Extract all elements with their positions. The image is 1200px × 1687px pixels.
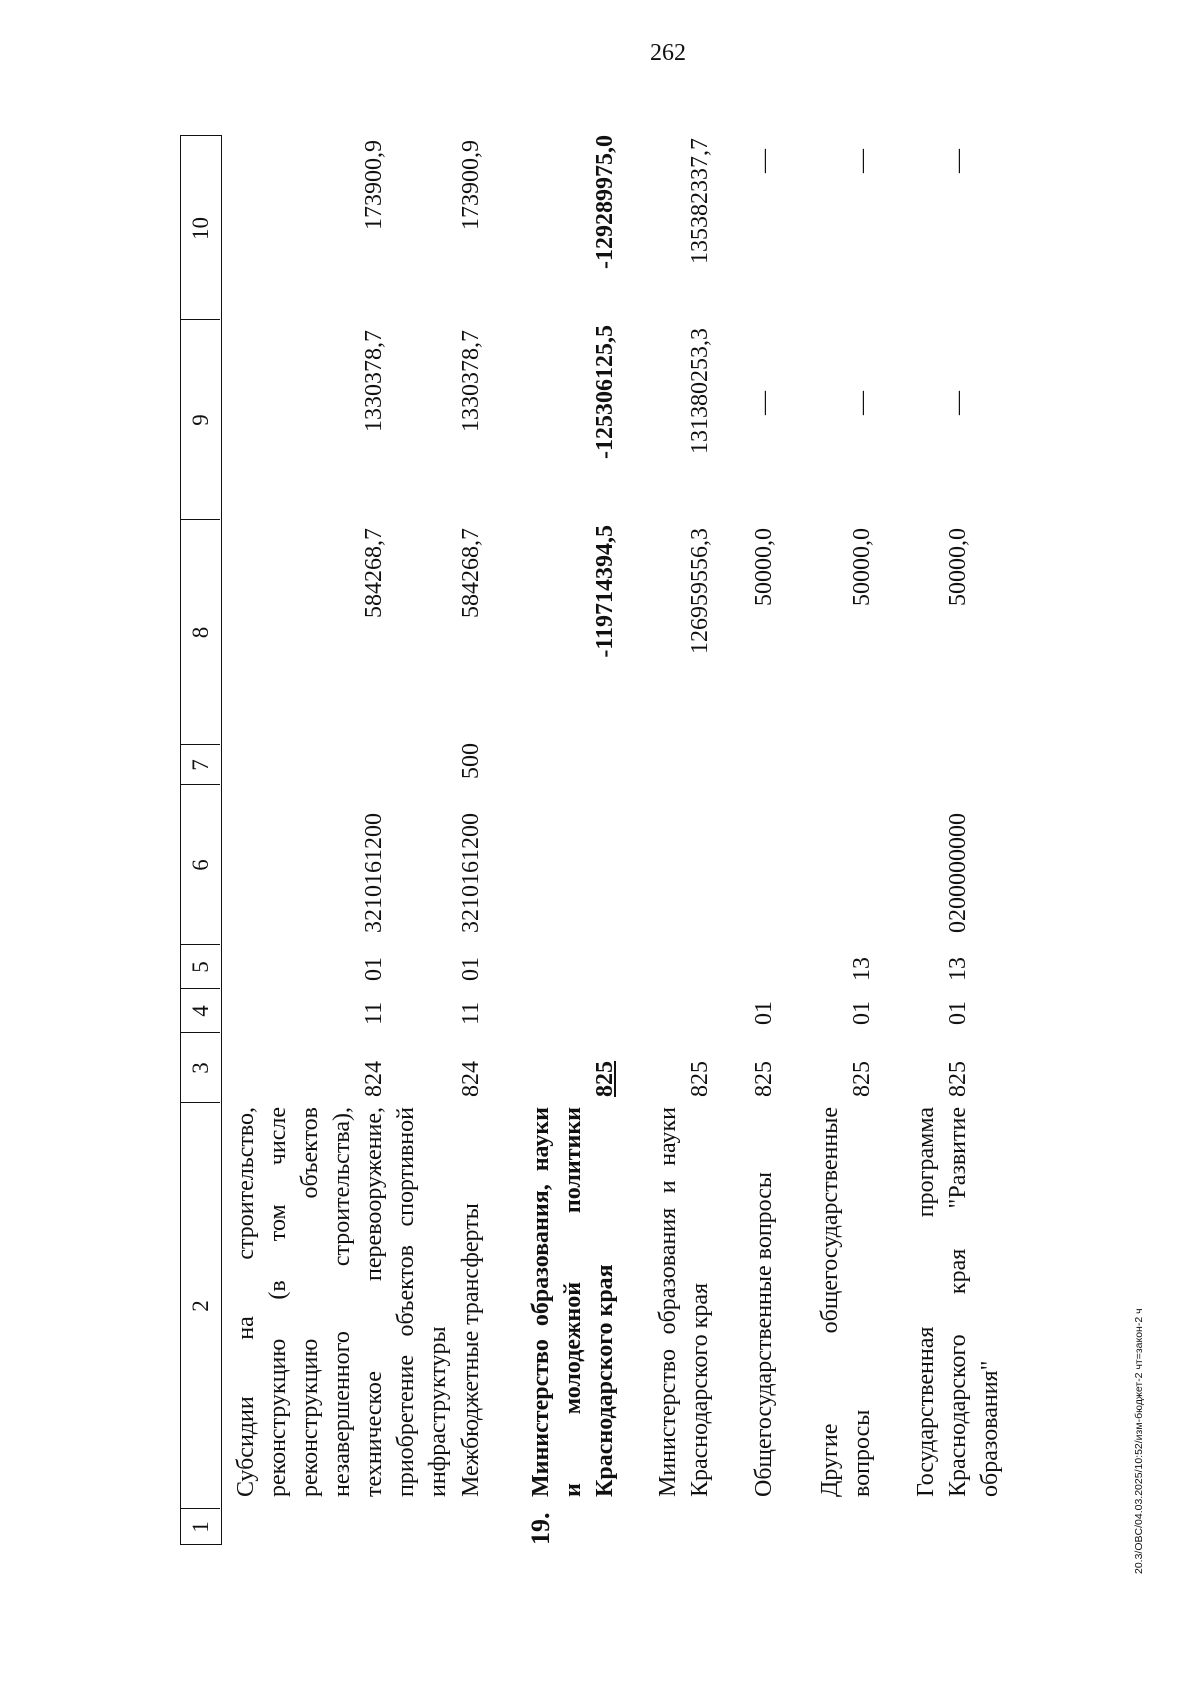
row-name: Государственная программа Краснодарского края "Развитие образования" [913, 1107, 1003, 1497]
row-name: Другие общегосударственные вопросы [817, 1107, 875, 1497]
cell-c3: 824 [458, 1061, 484, 1097]
cell-c3: 825 [592, 1061, 618, 1097]
cell-c8: 50000,0 [751, 528, 777, 606]
cell-c6: 3210161200 [361, 813, 387, 933]
row-name: Министерство образования и науки Краснодарского края [655, 1107, 713, 1497]
table-row [525, 135, 625, 1545]
cell-c5: 01 [361, 957, 387, 981]
cell-c8: -119714394,5 [592, 525, 618, 658]
cell-c9: — [945, 391, 971, 415]
cell-c3: 824 [361, 1061, 387, 1097]
cell-c10: 173900,9 [458, 140, 484, 230]
row-name: Межбюджетные трансферты [458, 1203, 484, 1497]
cell-c3: 825 [945, 1061, 971, 1097]
row-number: 19. [526, 1512, 555, 1545]
header-col-10: 10 [188, 217, 213, 240]
cell-c4: 01 [945, 1001, 971, 1025]
cell-c3: 825 [687, 1061, 713, 1097]
header-col-3: 3 [188, 1062, 213, 1074]
cell-c10: 173900,9 [361, 140, 387, 230]
cell-c5: 01 [458, 957, 484, 981]
header-col-6: 6 [188, 859, 213, 871]
table-row [910, 135, 1010, 1545]
cell-c9: — [849, 391, 875, 415]
cell-c5: 13 [945, 957, 971, 981]
cell-c8: 584268,7 [458, 528, 484, 618]
cell-c8: 584268,7 [361, 528, 387, 618]
cell-c6: 3210161200 [458, 813, 484, 933]
table-row [455, 135, 495, 1545]
cell-c5: 13 [849, 957, 875, 981]
cell-c10: -129289975,0 [592, 135, 618, 269]
cell-c6: 0200000000 [945, 813, 971, 933]
cell-c8: 50000,0 [945, 528, 971, 606]
table-row [230, 135, 451, 1545]
cell-c9: 1330378,7 [361, 330, 387, 432]
header-col-7: 7 [188, 759, 213, 771]
cell-c10: 135382337,7 [687, 138, 713, 264]
cell-c4: 11 [458, 1001, 484, 1025]
cell-c10: — [751, 149, 777, 173]
row-name: Общегосударственные вопросы [751, 1171, 777, 1497]
header-col-5: 5 [188, 961, 213, 973]
cell-c4: 01 [849, 1001, 875, 1025]
cell-c9: — [751, 391, 777, 415]
header-col-8: 8 [188, 626, 213, 639]
page-number: 262 [650, 40, 686, 66]
cell-c4: 01 [751, 1001, 777, 1025]
row-name: Министерство образования, науки и молодежной политики Краснодарского края [528, 1107, 618, 1497]
cell-c10: — [849, 149, 875, 173]
cell-c9: 1330378,7 [458, 330, 484, 432]
cell-c9: 131380253,3 [687, 328, 713, 454]
footer-code: 20.3/OBC/04.03.2025/10:52/изм-бюджет-2 чт=закон-2 ч [1133, 1308, 1145, 1574]
cell-c7: 500 [458, 743, 484, 779]
header-col-1: 1 [188, 1521, 213, 1533]
cell-c8: 126959556,3 [687, 528, 713, 654]
header-col-9: 9 [188, 414, 213, 426]
cell-c8: 50000,0 [849, 528, 875, 606]
cell-c4: 11 [361, 1001, 387, 1025]
table-row [652, 135, 722, 1545]
table-row [814, 135, 884, 1545]
cell-c3: 825 [849, 1061, 875, 1097]
cell-c3: 825 [751, 1061, 777, 1097]
table-row [748, 135, 788, 1545]
cell-c10: — [945, 149, 971, 173]
row-name: Субсидии на строительство, реконструкцию (в том числе реконструкцию объектов незавершенного строительства), техническое перевооружение, приобретение объектов спортивной инфраструктуры [233, 1107, 451, 1497]
cell-c9: -125306125,5 [592, 325, 618, 459]
budget-table [180, 135, 1200, 1545]
header-col-2: 2 [188, 1300, 213, 1312]
header-col-4: 4 [188, 1005, 213, 1017]
